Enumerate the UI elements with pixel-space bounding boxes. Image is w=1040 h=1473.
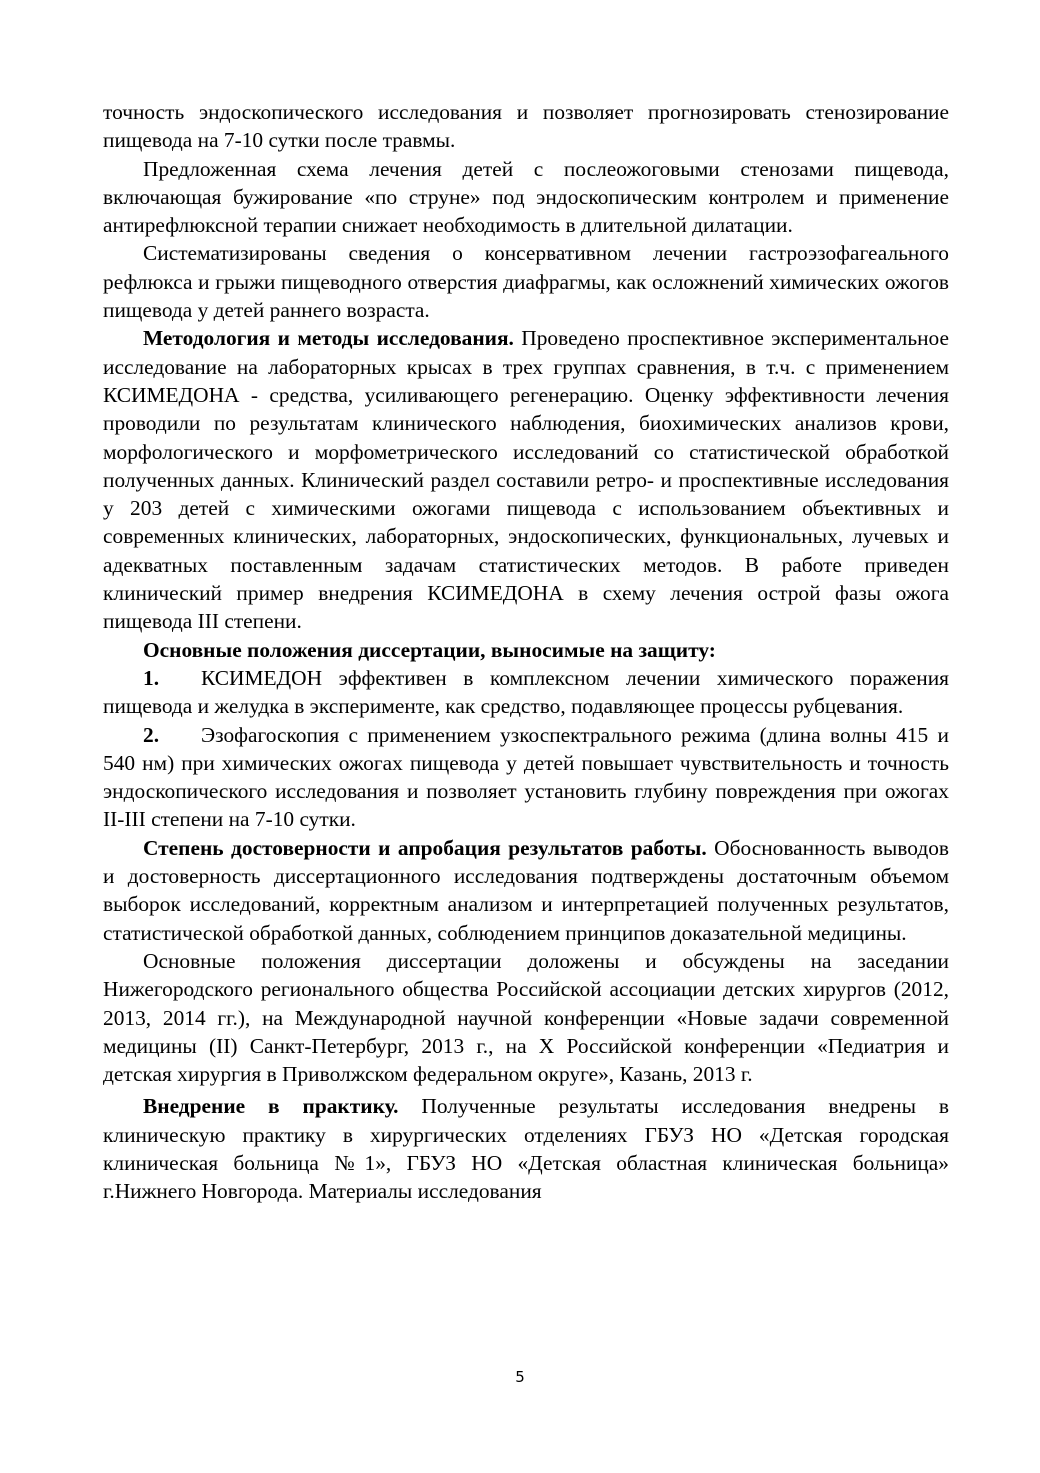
defense-provisions-heading	[103, 636, 949, 664]
document-body	[103, 98, 949, 1206]
list-item-text: КСИМЕДОН эффективен в комплексном лечении химического поражения пищевода и желудка в эксперименте, как средство, подавляющее процессы рубцевания.	[103, 665, 949, 719]
defense-provisions-title: Основные положения диссертации, выносимые на защиту:	[143, 637, 716, 662]
list-item-text: Эзофагоскопия с применением узкоспектрального режима (длина волны 415 и 540 нм) при химических ожогах пищевода у детей повышает чувствительность и точность эндоскопического исследования и позволяет установить глубину повреждения при ожогах II-III степени на 7-10 сутки.	[103, 722, 949, 832]
paragraph-systematized: Систематизированы сведения о консервативном лечении гастроэзофагеального рефлюкса и грыжи пищеводного отверстия диафрагмы, как осложнений химических ожогов пищевода у детей раннего возраста.	[103, 241, 949, 323]
list-item	[103, 664, 949, 721]
page-number: 5	[515, 1368, 525, 1386]
paragraph-reports: Основные положения диссертации доложены и обсуждены на заседании Нижегородского регионального общества Российской ассоциации детских хирургов (2012, 2013, 2014 гг.), на Международной научной конференции «Новые задачи современной медицины (II) Санкт-Петербург, 2013 г., на Х Российской конференции «Педиатрия и детская хирургия в Приволжском федеральном округе», Казань, 2013 г.	[103, 948, 949, 1087]
paragraph-reliability	[103, 834, 949, 947]
list-item	[103, 721, 949, 834]
paragraph-implementation	[103, 1092, 949, 1205]
reliability-text: Обоснованность выводов и достоверность диссертационного исследования подтверждены достаточным объемом выборок исследований, корректным анализом и интерпретацией полученных результатов, статистической обработкой данных, соблюдением принципов доказательной медицины.	[103, 835, 949, 945]
methodology-text: Проведено проспективное экспериментальное исследование на лабораторных крысах в трех группах сравнения, в т.ч. с применением КСИМЕДОНА - средства, усиливающего регенерацию. Оценку эффективности лечения проводили по результатам клинического наблюдения, биохимических анализов крови, морфологического и морфометрического исследований со статистической обработкой полученных данных. Клинический раздел составили ретро- и проспективные исследования у 203 детей с химическими ожогами пищевода с использованием объективных и современных клинических, лабораторных, эндоскопических, функциональных, лучевых и адекватных поставленным задачам статистических методов. В работе приведен клинический пример внедрения КСИМЕДОНА в схему лечения острой фазы ожога пищевода III степени.	[103, 326, 949, 634]
reliability-heading: Степень достоверности и апробация результатов работы.	[143, 835, 707, 860]
paragraph-treatment-scheme: Предложенная схема лечения детей с послеожоговыми стенозами пищевода, включающая бужирование «по струне» под эндоскопическим контролем и применение антирефлюксной терапии снижает необходимость в длительной дилатации.	[103, 156, 949, 238]
implementation-heading: Внедрение в практику.	[143, 1094, 399, 1119]
paragraph-continuation: точность эндоскопического исследования и позволяет прогнозировать стенозирование пищевода на 7-10 сутки после травмы.	[103, 100, 949, 153]
list-item-number: 2.	[143, 722, 160, 747]
paragraph-methodology	[103, 324, 949, 635]
list-item-number: 1.	[143, 665, 160, 690]
implementation-text: Полученные результаты исследования внедрены в клиническую практику в хирургических отделениях ГБУЗ НО «Детская городская клиническая больница №1», ГБУЗ НО «Детская областная клиническая больница» г.Нижнего Новгорода. Материалы исследования	[103, 1094, 949, 1204]
methodology-heading: Методология и методы исследования.	[143, 326, 514, 351]
